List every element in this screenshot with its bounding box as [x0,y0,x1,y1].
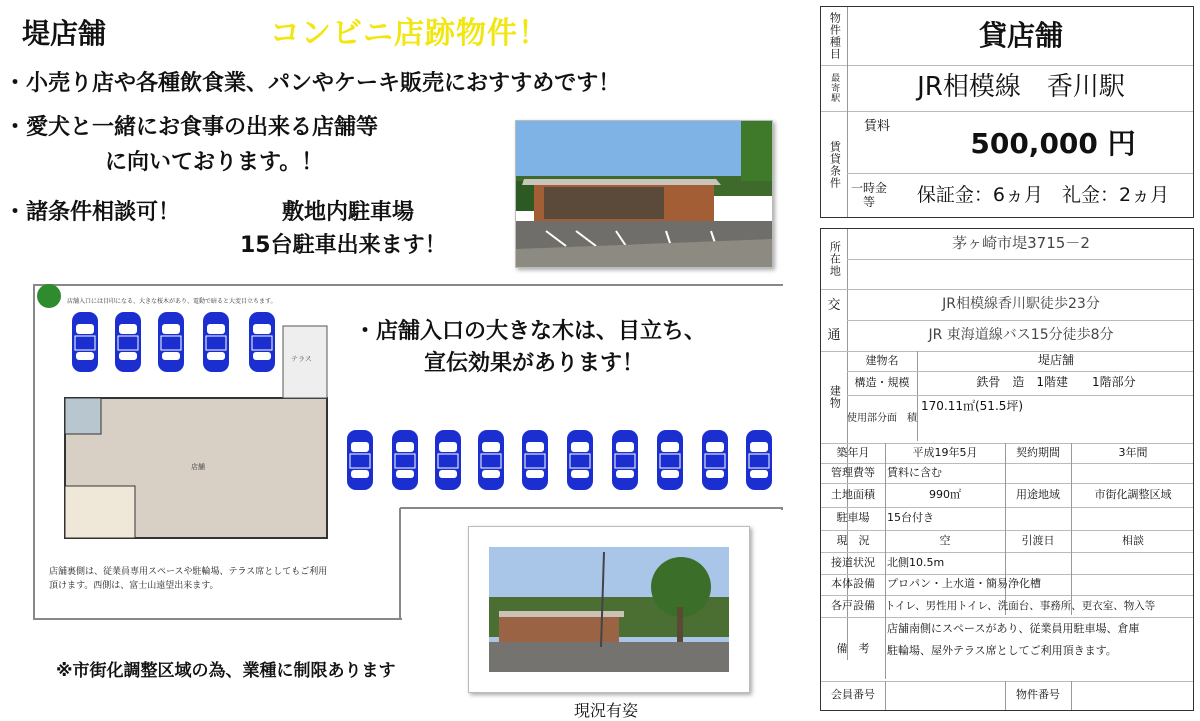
road-value: 北側10.5m [887,555,945,569]
building-group-label: 建物 [828,385,842,409]
mgmt-label: 管理費等 [831,465,875,479]
handover-value: 相談 [1122,533,1144,547]
details-block [820,228,1194,711]
deposit-label: 一時金等 [850,181,887,209]
bullet-5b: 宣伝効果があります！ [424,351,645,376]
access-label-1: 交 [827,297,841,313]
map-top-note: 店舗入口には目印になる、大きな桜木があり、電動で暗ると大変目立ちます。 [67,298,277,305]
restriction-note: ※市街化調整区域の為、業種に制限あります [56,661,396,681]
built-value: 平成19年5月 [912,445,978,459]
parking-car-icon [70,310,100,374]
map-bottom-note-1: 店舗裏側は、従業員専用スペースや駐輪場、テラス席としてもご利用 [49,567,328,577]
remarks-line-2: 駐輪場、屋外テラス席としてご利用頂きます。 [887,643,1117,657]
current-photo [468,526,750,693]
parking-car-icon [610,428,640,492]
catch-copy: コンビニ店跡物件！ [270,16,549,51]
map-bottom-note-2: 頂けます。西側は、富士山遠望出来ます。 [49,581,219,591]
type-label: 物件種目 [828,12,842,60]
bullet-1: ・小売り店や各種飲食業、パンやケーキ販売におすすめです！ [4,71,621,96]
parking-car-icon [655,428,685,492]
parking-car-icon [565,428,595,492]
rent-value: 500,000 円 [970,126,1136,160]
parking-car-icon [156,310,186,374]
access-2: JR 東海道線バス15分徒歩8分 [928,327,1114,344]
member-no-label: 会員番号 [831,688,875,702]
land-value: 990㎡ [929,487,961,501]
property-title: 堤店舗 [22,17,107,50]
parking-label: 駐車場 [836,511,870,525]
parking-car-icon [247,310,277,374]
parking-car-icon [390,428,420,492]
bullet-2a: ・愛犬と一緒にお食事の出来る店舗等 [4,115,379,140]
bullet-4a: 敷地内駐車場 [282,200,415,225]
building-name-label: 建物名 [865,353,899,367]
parking-car-icon [113,310,143,374]
area-label: 使用部分面 積 [847,413,917,425]
bullet-4b: 15台駐車出来ます！ [240,233,447,258]
type-value: 貸店舗 [978,18,1063,52]
address-value: 茅ヶ崎市堤3715－2 [952,234,1090,253]
road-label: 接道状況 [831,555,875,569]
structure-value: 鉄骨 造 1階建 1階部分 [976,375,1136,390]
handover-label: 引渡日 [1021,533,1055,547]
land-label: 土地面積 [831,487,875,501]
property-table [820,6,1194,711]
remarks-label: 備 考 [836,641,870,655]
equip-value: プロパン・上水道・簡易浄化槽 [887,577,1041,591]
zone-value: 市街化調整区域 [1094,487,1172,501]
property-no-label: 物件番号 [1016,688,1060,702]
station-label: 最寄駅 [829,73,840,103]
parking-car-icon [201,310,231,374]
remarks-line-1: 店舗南側にスペースがあり、従業員用駐車場、倉庫 [887,621,1140,635]
deposit-value: 保証金：6ヵ月 礼金：2ヵ月 [916,184,1170,207]
access-1: JR相模線香川駅徒歩23分 [942,296,1100,313]
access-label-2: 通 [827,327,841,343]
built-label: 築年月 [836,445,870,459]
building-name-value: 堤店舗 [1037,353,1074,368]
conditions-block [820,6,1194,218]
mgmt-value: 賃料に含む [887,465,942,479]
photo-caption: 現況有姿 [574,701,639,720]
terrace-label: テラス [291,355,312,363]
parking-value: 15台付き [887,511,934,525]
parking-car-icon [345,428,375,492]
parking-car-icon [744,428,774,492]
zone-label: 用途地域 [1016,487,1060,501]
term-label: 契約期間 [1016,445,1060,459]
unit-equip-value: トイレ、男性用トイレ、洗面台、事務所、更衣室、物入等 [885,599,1156,612]
bullet-2b: に向いております。！ [105,150,324,175]
term-value: 3年間 [1118,445,1148,459]
parking-car-icon [700,428,730,492]
parking-car-icon [433,428,463,492]
structure-label: 構造・規模 [854,375,910,389]
unit-equip-label: 各戸設備 [831,598,875,612]
bullet-5a: ・店舗入口の大きな木は、目立ち、 [354,319,707,344]
address-label: 所在地 [828,241,842,277]
station-value: JR相模線 香川駅 [917,72,1125,103]
bullet-3: ・諸条件相談可！ [4,200,181,225]
tree-icon [37,284,61,308]
equip-label: 本体設備 [831,577,875,591]
parking-car-icon [476,428,506,492]
shop-label: 店舗 [191,463,205,471]
parking-car-icon [520,428,550,492]
status-label: 現 況 [836,533,870,547]
rent-group-label: 賃貸条件 [828,141,842,189]
rent-label: 賃料 [863,118,890,134]
area-value: 170.11㎡(51.5坪) [921,399,1024,414]
storefront-photo [515,120,773,268]
status-value: 空 [939,533,951,547]
